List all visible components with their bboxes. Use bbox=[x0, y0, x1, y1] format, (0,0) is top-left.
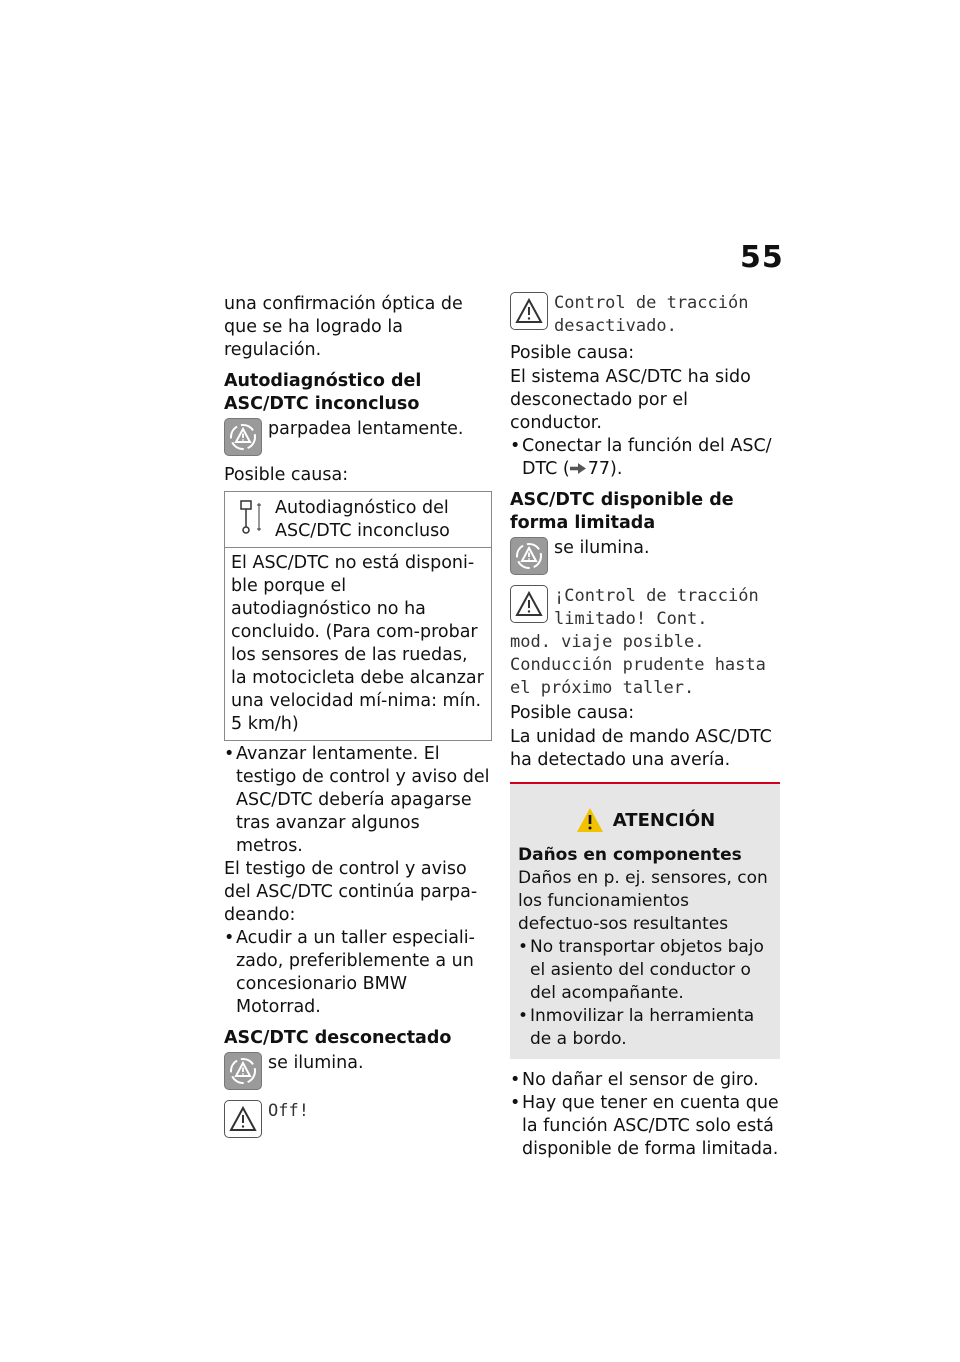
table-body-text: El ASC/DTC no está disponi-ble porque el autodiagnóstico no ha concluido. (Para com-probar los sensores de las ruedas, la motocicleta debe alcanzar una velocidad mí-nima: mín. 5 km/h) bbox=[231, 553, 484, 734]
warning-title: Daños en componentes bbox=[518, 845, 742, 865]
asc-indicator-icon bbox=[510, 537, 548, 575]
display-message: Off! bbox=[268, 1101, 309, 1121]
bullet-list bbox=[510, 435, 780, 481]
display-message-top bbox=[554, 585, 759, 631]
page-number: 55 bbox=[740, 240, 784, 275]
warning-heading-text: ATENCIÓN bbox=[612, 809, 716, 831]
asc-indicator-icon bbox=[224, 1052, 262, 1090]
list-item: • No transportar objetos bajo el asiento del conductor o del acompañante. bbox=[518, 936, 772, 1005]
info-table bbox=[224, 491, 492, 741]
right-column bbox=[510, 292, 780, 1161]
table-head-text: Autodiagnóstico del ASC/DTC inconcluso bbox=[275, 498, 450, 541]
cause-label: Posible causa: bbox=[510, 343, 635, 363]
bullet-list bbox=[224, 927, 492, 1019]
indicator-status: se ilumina. bbox=[554, 538, 650, 558]
display-line: limitado! Cont. bbox=[554, 609, 708, 629]
indicator-status: parpadea lentamente. bbox=[268, 419, 464, 439]
list-item bbox=[510, 435, 780, 481]
arrow-right-icon bbox=[570, 458, 588, 481]
intro-text: una confirmación óptica de que se ha logrado la regulación. bbox=[224, 294, 463, 360]
asc-indicator-icon bbox=[224, 418, 262, 456]
warning-triangle-icon bbox=[575, 806, 605, 834]
list-item: • Hay que tener en cuenta que la función ASC/DTC solo está disponible de forma limitada. bbox=[510, 1092, 780, 1161]
bullet-list bbox=[224, 743, 492, 858]
cause-text: La unidad de mando ASC/DTC ha detectado una avería. bbox=[510, 727, 772, 770]
display-line: ¡Control de tracción bbox=[554, 586, 759, 606]
bullet-list bbox=[510, 1069, 780, 1161]
section-title-off: ASC/DTC desconectado bbox=[224, 1028, 452, 1048]
warning-text: Daños en p. ej. sensores, con los funcionamientos defectuo-sos resultantes bbox=[518, 868, 768, 934]
warning-triangle-icon bbox=[224, 1100, 262, 1138]
tool-icon bbox=[235, 497, 275, 541]
indicator-row bbox=[510, 537, 780, 575]
list-item: • Inmovilizar la herramienta de a bordo. bbox=[518, 1005, 772, 1051]
cause-text: El sistema ASC/DTC ha sido desconectado por el conductor. bbox=[510, 367, 751, 433]
display-message-row bbox=[224, 1100, 492, 1138]
display-message-rest: mod. viaje posible. Conducción prudente hasta el próximo taller. bbox=[510, 632, 766, 698]
section-title-selftest: Autodiagnóstico del ASC/DTC inconcluso bbox=[224, 371, 422, 414]
indicator-status: se ilumina. bbox=[268, 1053, 364, 1073]
section-title-limited: ASC/DTC disponible de forma limitada bbox=[510, 490, 734, 533]
warning-box bbox=[510, 782, 780, 1059]
cause-label: Posible causa: bbox=[510, 703, 635, 723]
display-message: Control de tracción desactivado. bbox=[554, 293, 749, 336]
table-body bbox=[225, 548, 491, 740]
list-item: • No dañar el sensor de giro. bbox=[510, 1069, 780, 1092]
warning-triangle-icon bbox=[510, 292, 548, 330]
list-item: • Avanzar lentamente. El testigo de control y aviso del ASC/DTC debería apagarse tras avanzar algunos metros. bbox=[224, 743, 492, 858]
page-ref[interactable]: 77). bbox=[587, 459, 623, 479]
indicator-row bbox=[224, 418, 492, 456]
table-head bbox=[225, 492, 491, 548]
indicator-row bbox=[224, 1052, 492, 1090]
warning-triangle-icon bbox=[510, 585, 548, 623]
display-message-row bbox=[510, 585, 780, 631]
list-item-text: Conectar la función del ASC/ DTC ( bbox=[522, 436, 772, 479]
display-message-row bbox=[510, 292, 780, 338]
cause-label: Posible causa: bbox=[224, 465, 349, 485]
list-item: • Acudir a un taller especiali-zado, preferiblemente a un concesionario BMW Motorrad. bbox=[224, 927, 492, 1019]
after-text: El testigo de control y aviso del ASC/DTC continúa parpa-deando: bbox=[224, 859, 478, 925]
warning-list bbox=[518, 936, 772, 1051]
warning-heading bbox=[518, 806, 772, 834]
left-column bbox=[224, 293, 492, 1138]
